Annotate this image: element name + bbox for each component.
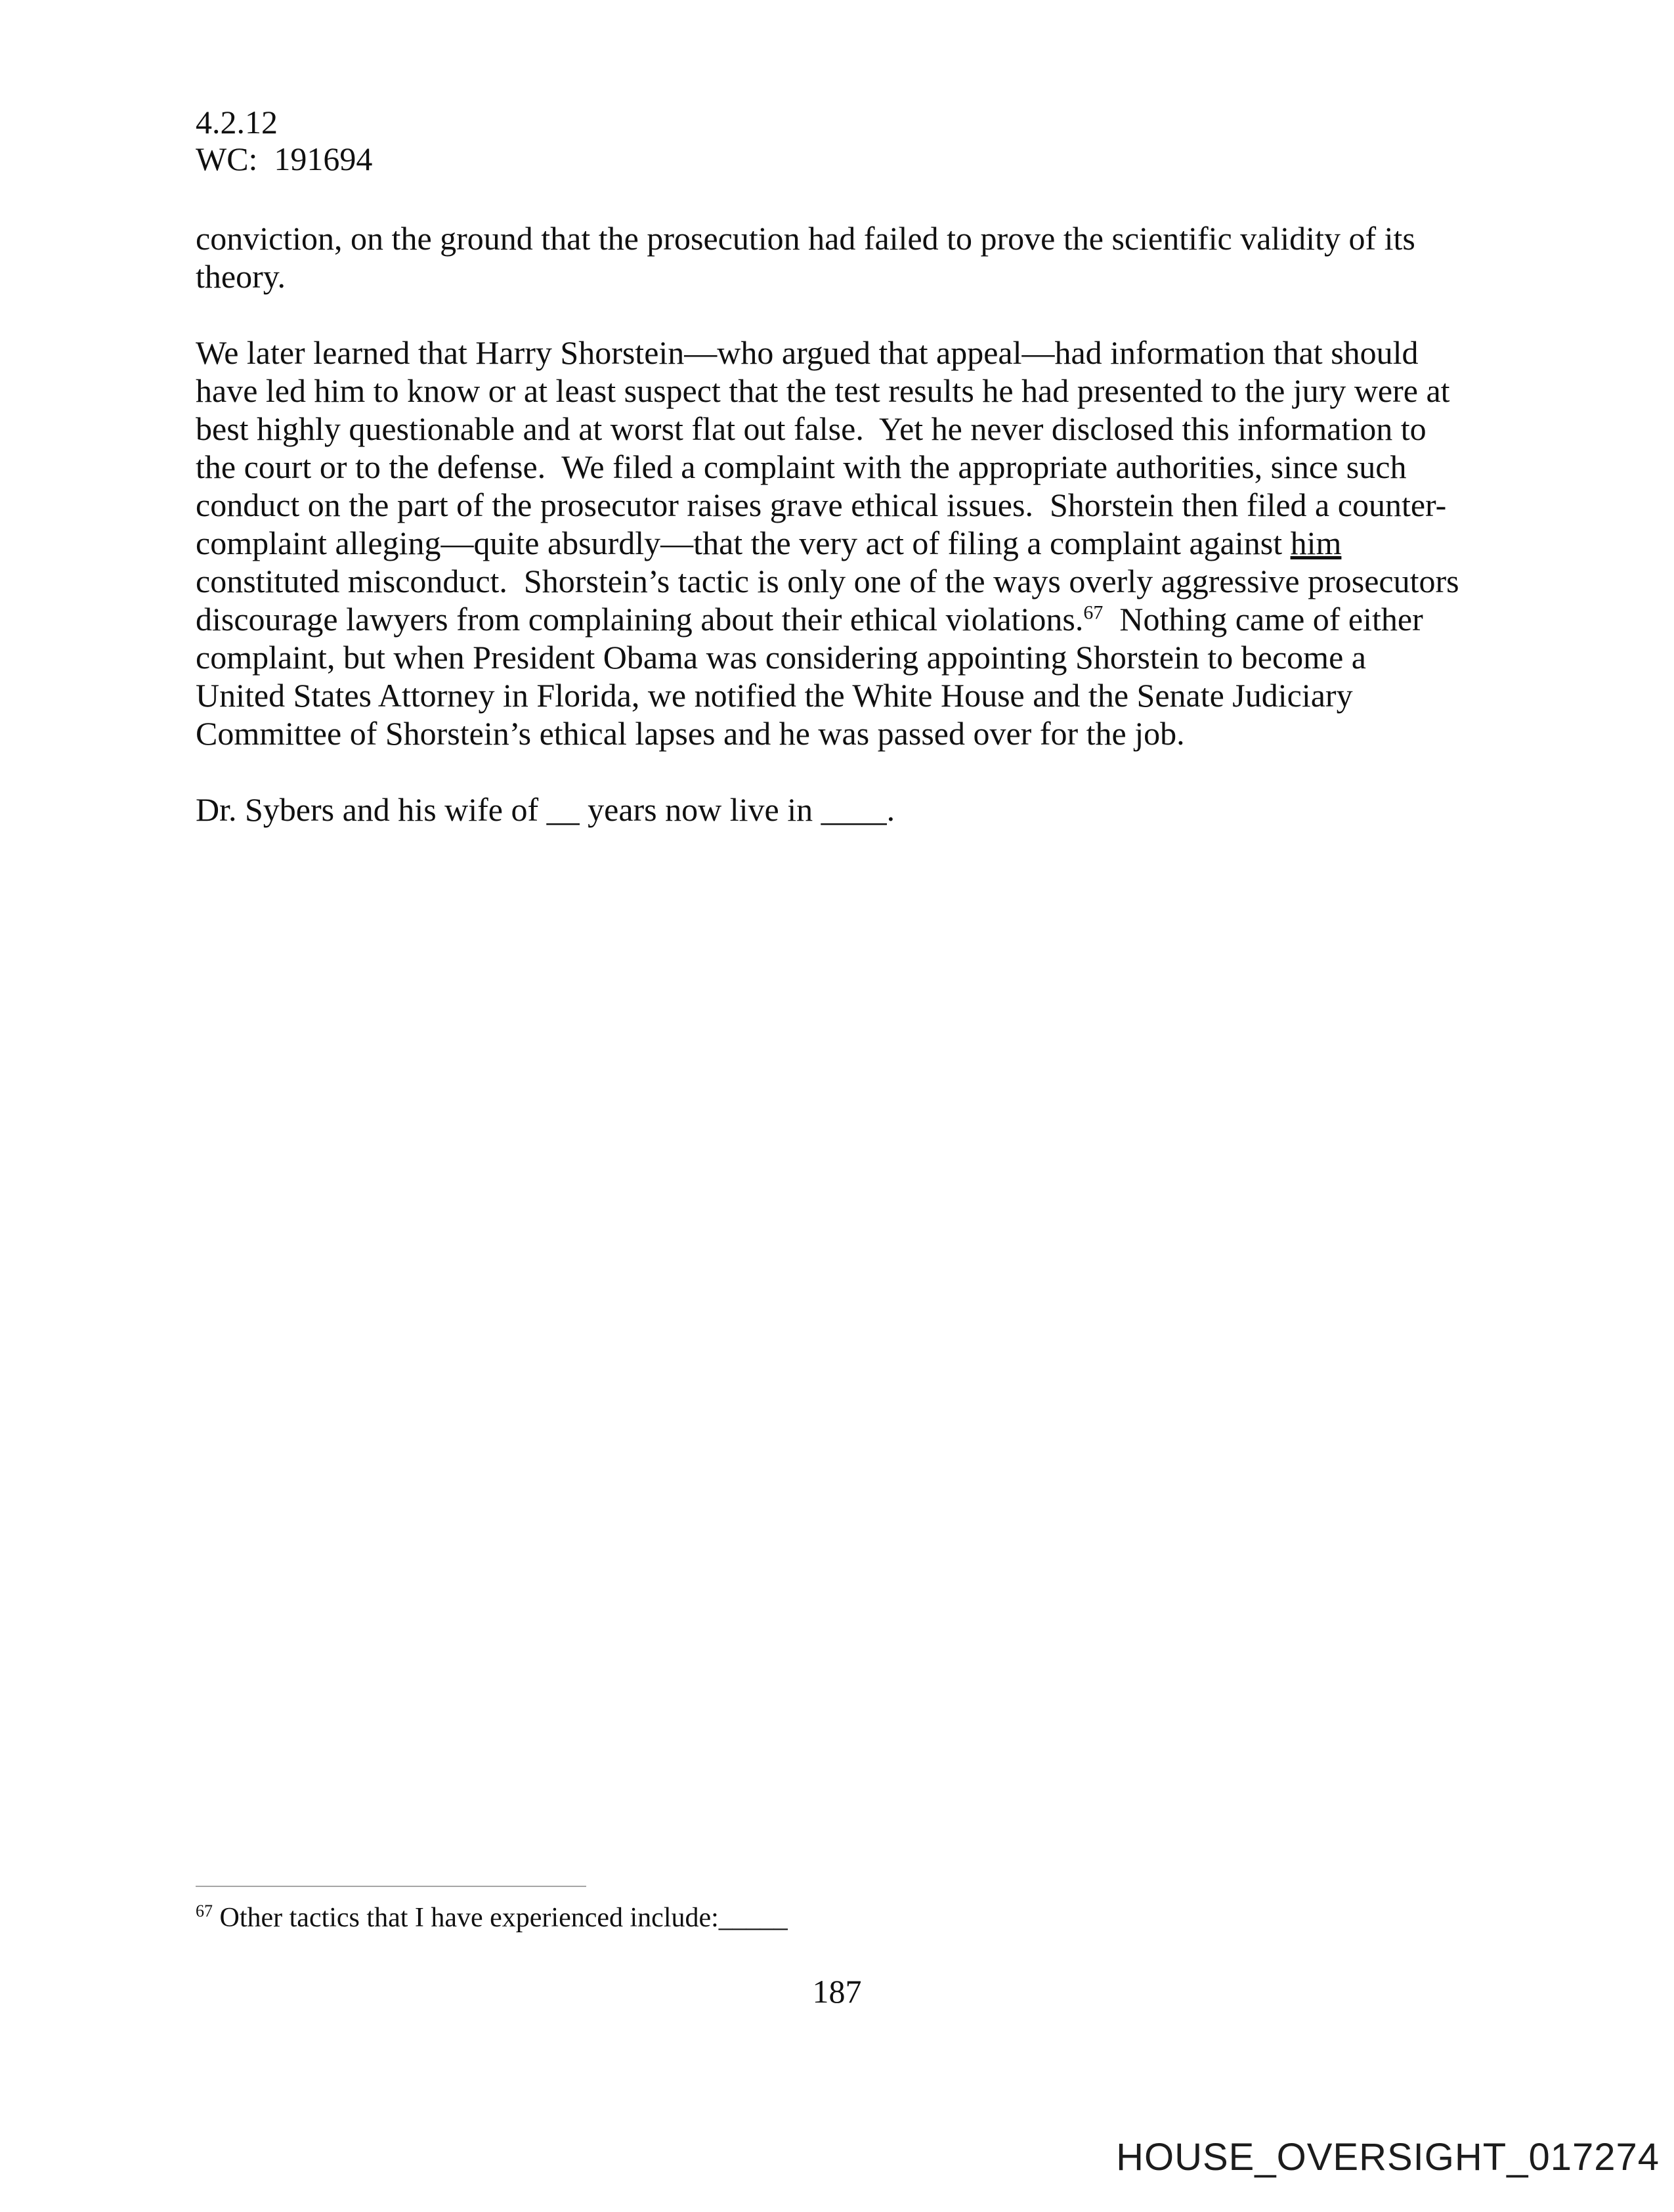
paragraph-1: conviction, on the ground that the prosecution had failed to prove the scientific validity of its theory. bbox=[196, 220, 1424, 295]
header-date: 4.2.12 bbox=[196, 104, 278, 141]
paragraph-2-text-3: Nothing came of either complaint, but when President Obama was considering appointing Shorstein to become a United States Attorney in Florida, we notified the White House and the Senate Judiciary Committee of Shorstein’s ethical lapses and he was passed over for the job. bbox=[196, 601, 1432, 752]
footnote-reference-67: 67 bbox=[1083, 601, 1104, 624]
footnote-67-text: Other tactics that I have experienced include:_____ bbox=[213, 1903, 788, 1933]
document-header bbox=[196, 104, 1459, 177]
paragraph-3: Dr. Sybers and his wife of __ years now live in ____. bbox=[196, 791, 895, 828]
footnote-67-number: 67 bbox=[196, 1901, 213, 1920]
paragraph-2-text-2: constituted misconduct. Shorstein’s tactic is only one of the ways overly aggressive prosecutors discourage lawyers from complaining about their ethical violations. bbox=[196, 525, 1468, 638]
bates-stamp: HOUSE_OVERSIGHT_017274 bbox=[1116, 2136, 1660, 2179]
footnote-area bbox=[196, 1886, 1459, 1934]
paragraph-2 bbox=[196, 334, 1468, 752]
header-wordcount: WC: 191694 bbox=[196, 141, 373, 177]
underlined-word-him: him bbox=[1290, 525, 1342, 561]
paragraph-2-text-1: We later learned that Harry Shorstein—who argued that appeal—had information that should have led him to know or at least suspect that the test results he had presented to the jury were at best highly questionable and at worst flat out false. Yet he never disclosed this information to the court or to the defense. We filed a complaint with the appropriate authorities, since such conduct on the part of the prosecutor raises grave ethical issues. Shorstein then filed a counter-complaint alleging—quite absurdly—that the very act of filing a complaint against bbox=[196, 334, 1459, 561]
footnote-separator-line bbox=[196, 1886, 586, 1887]
footnote-67 bbox=[196, 1901, 1459, 1934]
page-number: 187 bbox=[812, 1973, 862, 2010]
page-content bbox=[196, 104, 1468, 867]
